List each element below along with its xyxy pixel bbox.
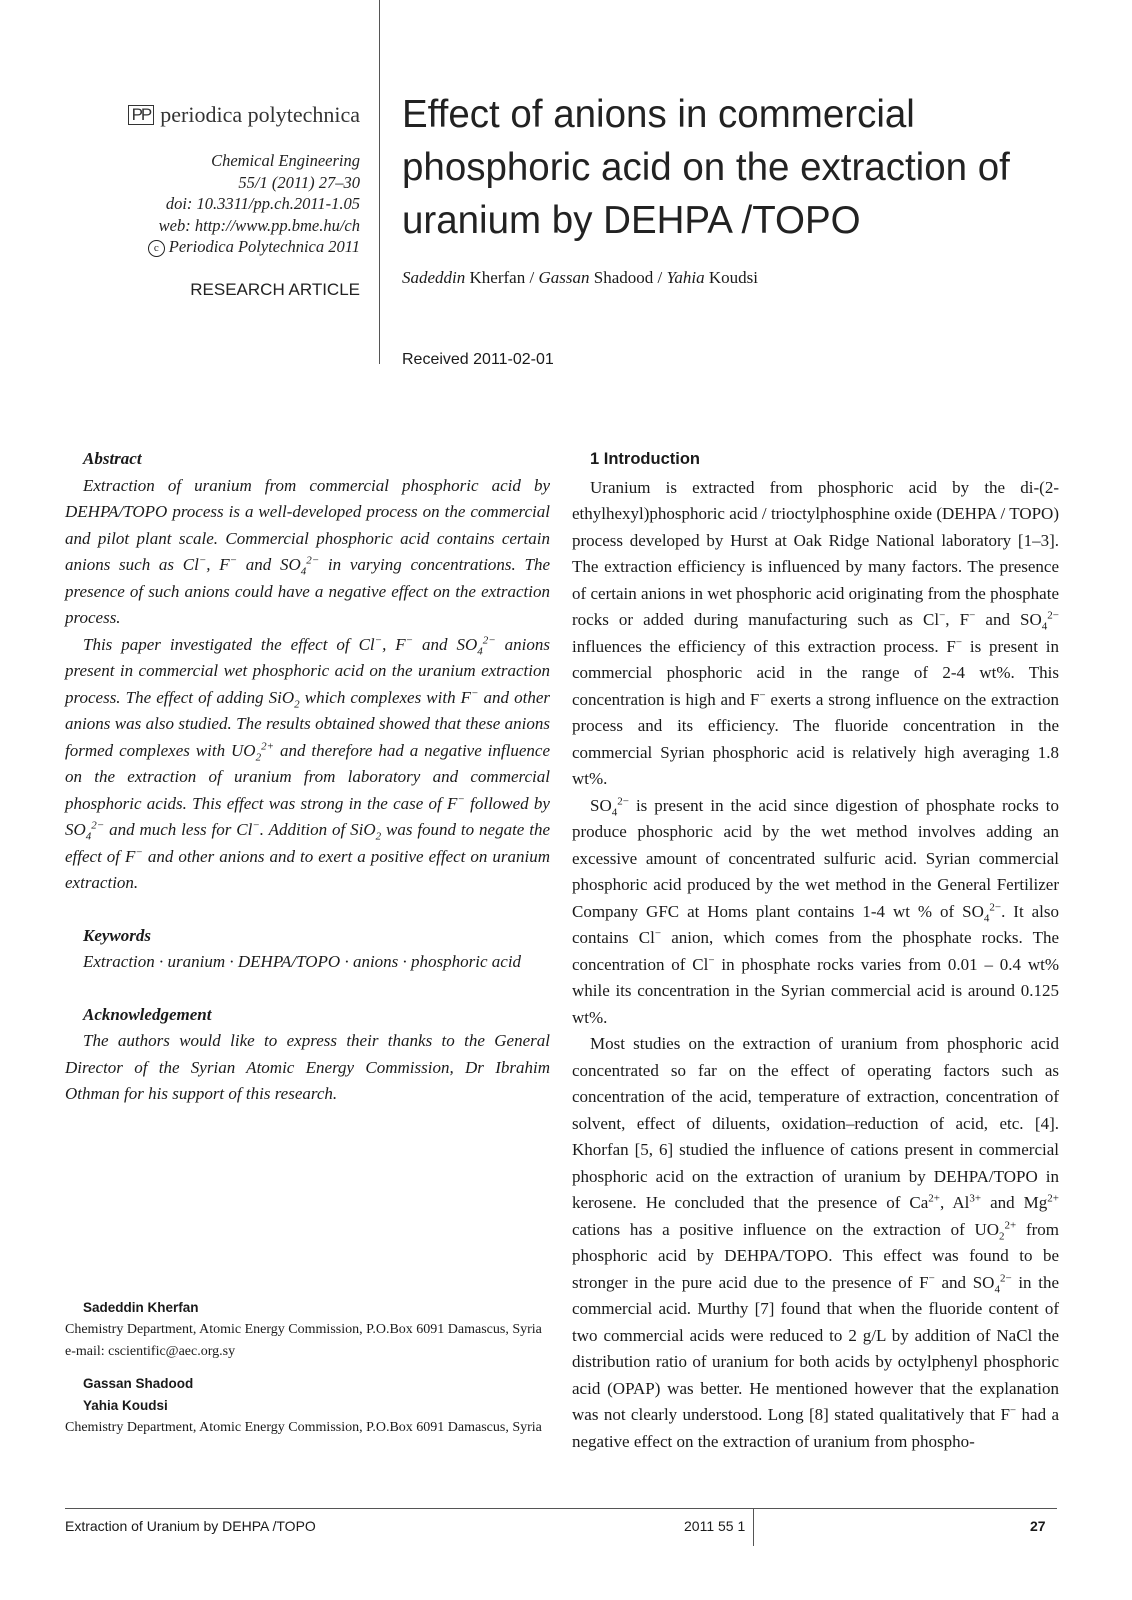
journal-logo <box>60 102 360 128</box>
affiliation-address: Chemistry Department, Atomic Energy Commission, P.O.Box 6091 Damascus, Syria <box>65 1322 542 1337</box>
author-last: Koudsi <box>708 268 758 287</box>
author-list: Sadeddin Kherfan / Gassan Shadood / Yahia Koudsi <box>402 268 758 287</box>
received-date: Received 2011-02-01 <box>402 351 554 368</box>
article-title: Effect of anions in commercial phosphoric acid on the extraction of uranium by DEHPA /TOPO <box>402 93 1010 242</box>
right-column <box>572 446 1059 1455</box>
left-column <box>65 446 550 1108</box>
journal-header <box>60 102 360 300</box>
logo-mark: PP <box>128 105 155 125</box>
author-first: Sadeddin <box>402 268 466 287</box>
affiliation-name: Yahia Koudsi <box>83 1398 168 1413</box>
affiliation-name: Sadeddin Kherfan <box>83 1300 199 1315</box>
author-last: Kherfan <box>469 268 526 287</box>
affiliation-email[interactable]: e-mail: cscientific@aec.org.sy <box>65 1344 236 1359</box>
intro-paragraph: Uranium is extracted from phosphoric acid by the di-(2-ethylhexyl)phosphoric acid / trioctylphosphine oxide (DEHPA / TOPO) process developed by Hurst at Oak Ridge National laboratory [1–3]. The extraction efficiency is influenced by many factors. The presence of certain anions in wet phosphoric acid originating from the phosphate rocks or added during manufacturing such as Cl−, F− and $SO_4^{2-}$ influences the efficiency of this extraction process. F− is present in commercial phosphoric acid in the range of 2-4 wt%. This concentration is high and F− exerts a strong influence on the extraction process and its efficiency. The fluoride concentration in the commercial Syrian phosphoric acid is relatively high averaging 1.8 wt%. <box>572 477 1060 788</box>
author-last: Shadood <box>593 268 654 287</box>
acknowledgement-text: The authors would like to express their thanks to the General Director of the Syrian Atomic Energy Commission, Dr Ibrahim Othman for his support of this research. <box>65 1031 550 1103</box>
journal-name: Chemical Engineering <box>211 151 360 170</box>
footer-divider <box>753 1508 754 1546</box>
keywords-heading: Keywords <box>83 925 151 945</box>
acknowledgement-heading: Acknowledgement <box>83 1004 212 1024</box>
header-divider <box>379 0 380 364</box>
abstract-paragraph: This paper investigated the effect of Cl−, F− and $SO_4^{2-}$ anions present in commercial wet phosphoric acid on the uranium extraction process. The effect of adding SiO$_2$ which complexes with F− and other anions was also studied. The results obtained showed that these anions formed complexes with $UO_2^{2+}$ and therefore had a negative influence on the extraction of uranium from laboratory and commercial phosphoric acids. This effect was strong in the case of F− followed by $SO_4^{2-}$ and much less for Cl−. Addition of SiO$_2$ was found to negate the effect of F− and other anions and to exert a positive effect on uranium extraction. <box>65 633 551 892</box>
article-type: RESEARCH ARTICLE <box>190 279 360 299</box>
journal-info <box>60 150 360 258</box>
affiliation-address: Chemistry Department, Atomic Energy Commission, P.O.Box 6091 Damascus, Syria <box>65 1420 542 1435</box>
journal-web[interactable]: web: http://www.pp.bme.hu/ch <box>158 215 360 235</box>
issue-number: 2011 55 1 <box>684 1518 746 1534</box>
page-number: 27 <box>1030 1518 1046 1534</box>
author-first: Yahia <box>666 268 705 287</box>
journal-volume: 55/1 (2011) 27–30 <box>238 172 360 192</box>
intro-paragraph: $SO_4^{2-}$ is present in the acid since digestion of phosphate rocks to produce phosphoric acid by the wet method involves adding an excessive amount of concentrated sulfuric acid. Syrian commercial phosphoric acid produced by the wet method in the General Fertilizer Company GFC at Homs plant contains 1-4 wt % of $SO_4^{2-}$. It also contains Cl− anion, which comes from the phosphate rocks. The concentration of Cl− in phosphate rocks varies from 0.01 – 0.4 wt% while its concentration in the Syrian commercial acid is around 0.125 wt%. <box>572 794 1060 1027</box>
affiliations <box>65 1297 550 1439</box>
running-title: Extraction of Uranium by DEHPA /TOPO <box>65 1518 316 1534</box>
journal-doi[interactable]: doi: 10.3311/pp.ch.2011-1.05 <box>165 194 360 213</box>
author-first: Gassan <box>538 268 590 287</box>
keywords-text: Extraction · uranium · DEHPA/TOPO · anions · phosphoric acid <box>83 952 522 971</box>
intro-paragraph: Most studies on the extraction of uranium from phosphoric acid concentrated so far on the effect of operating factors such as concentration of the acid, temperature of extraction, concentration of solvent, effect of diluents, oxidation–reduction of acid, etc. [4]. Khorfan [5, 6] studied the influence of cations present in commercial phosphoric acid on the extraction of uranium by DEHPA/TOPO in kerosene. He concluded that the presence of $Ca^{2+}$, $Al^{3+}$ and $Mg^{2+}$ cations has a positive influence on the extraction of $UO_2^{2+}$ from phosphoric acid by DEHPA/TOPO. This effect was found to be stronger in the pure acid due to the presence of F− and $SO_4^{2-}$ in the commercial acid. Murthy [7] found that when the fluoride content of two commercial acids were reduced to 2 g/L by addition of NaCl the distribution ratio of uranium for both acids by octylphenyl phosphoric acid (OPAP) was better. He mentioned however that the explanation was not clearly understood. Long [8] stated qualitatively that F− had a negative effect on the extraction of uranium from phospho- <box>572 1034 1060 1451</box>
abstract-paragraph: Extraction of uranium from commercial phosphoric acid by DEHPA/TOPO process is a well-developed process on the commercial and pilot plant scale. Commercial phosphoric acid contains certain anions such as Cl−, F− and $SO_4^{2-}$ in varying concentrations. The presence of such anions could have a negative effect on the extraction process. <box>65 475 550 627</box>
copyright-icon: c <box>148 240 165 257</box>
footer-rule <box>65 1508 1057 1509</box>
journal-copyright: c Periodica Polytechnica 2011 <box>60 236 360 258</box>
section-heading: 1 Introduction <box>590 450 700 468</box>
affiliation-name: Gassan Shadood <box>83 1376 194 1391</box>
abstract-heading: Abstract <box>83 449 142 468</box>
logo-text: periodica polytechnica <box>160 102 360 127</box>
